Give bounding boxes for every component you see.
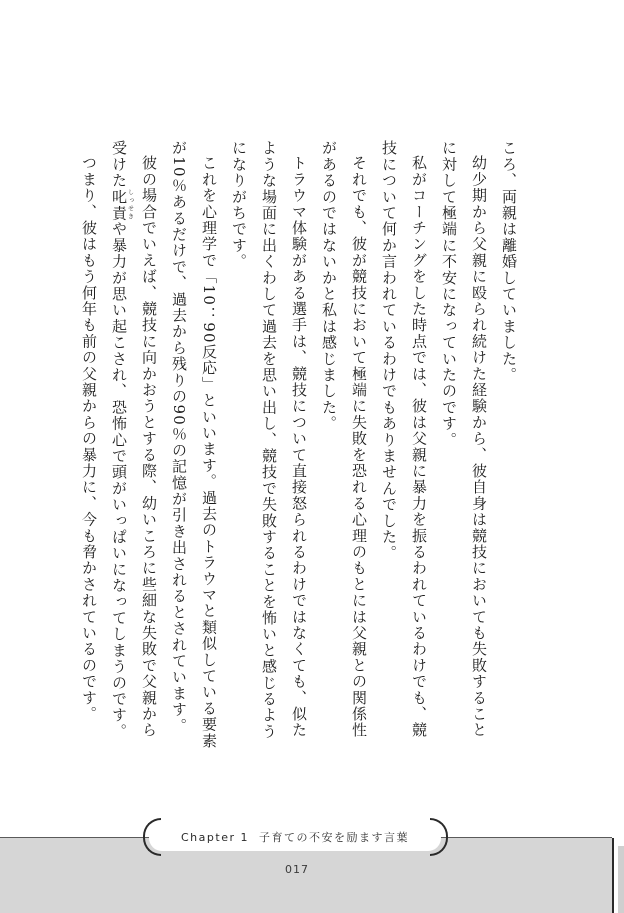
paragraph-line: トラウマ体験がある選手は、競技について直接怒られるわけではなくても、似た <box>290 155 308 739</box>
paragraph-line: 技について何か言われているわけでもありませんでした。 <box>380 140 398 562</box>
ruby-base: 叱責 <box>110 188 128 222</box>
paragraph-line: それでも、彼が競技において極端に失敗を恐れる心理のもとには父親との関係性 <box>350 155 368 739</box>
paragraph-line: つまり、彼はもう何年も前の父親からの暴力に、今も脅かされているのです。 <box>80 155 98 722</box>
paragraph-line: ような場面に出くわして過去を思い出し、競技で失敗することを怖いと感じるよう <box>260 140 278 740</box>
paragraph-line: 彼の場合でいえば、競技に向かおうとする際、幼いころに些細な失敗で父親から <box>140 155 158 739</box>
ruby-annotation <box>110 188 134 222</box>
paragraph-line: が10％あるだけで、過去から残りの90％の記憶が引き出されるとされています。 <box>170 140 188 734</box>
text-before-ruby: 受けた <box>110 140 128 189</box>
paragraph-line-with-ruby <box>104 140 134 760</box>
paragraph-line: 幼少期から父親に殴られ続けた経験から、彼自身は競技においても失敗すること <box>470 155 488 739</box>
paragraph-line: ころ、両親は離婚していました。 <box>500 140 518 383</box>
page-number: 017 <box>285 863 309 876</box>
body-text <box>74 140 524 760</box>
paragraph-line: に対して極端に不安になっていたのです。 <box>440 140 458 448</box>
paragraph-line: これを心理学で「10：90反応」といいます。過去のトラウマと類似している要素 <box>200 155 218 749</box>
paragraph-line: になりがちです。 <box>230 140 248 270</box>
page-edge-shadow <box>618 846 624 913</box>
chapter-label: Chapter 1 <box>181 831 249 844</box>
paragraph-line: があるのではないかと私は感じました。 <box>320 140 338 432</box>
paragraph-line: 私がコーチングをした時点では、彼は父親に暴力を振るわれているわけでも、競 <box>410 155 428 739</box>
chapter-title: 子育ての不安を励ます言葉 <box>258 831 409 844</box>
text-after-ruby: や暴力が思い起こされ、恐怖心で頭がいっぱいになってしまうのです。 <box>110 221 128 740</box>
ruby-reading: しっせき <box>126 188 134 221</box>
running-header <box>160 829 430 845</box>
